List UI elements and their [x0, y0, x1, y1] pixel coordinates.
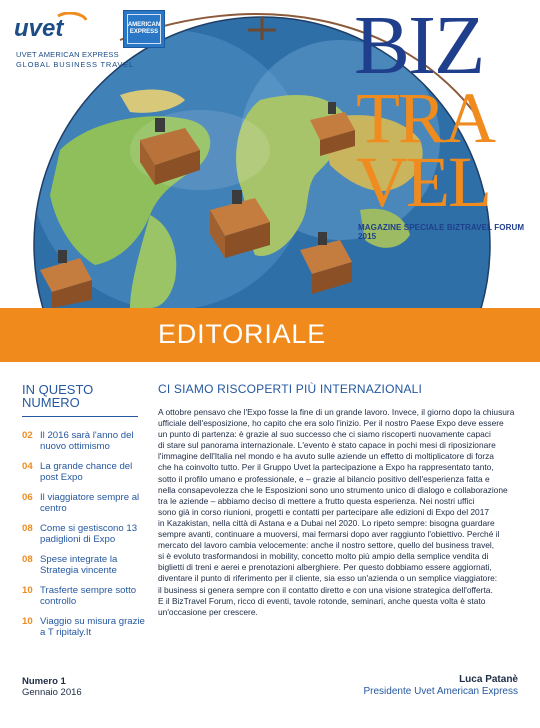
- section-title: EDITORIALE: [158, 319, 327, 349]
- toc-item-label: Spese integrate la Strategia vincente: [40, 554, 118, 576]
- article-headline: CI SIAMO RISCOPERTI PIÙ INTERNAZIONALI: [158, 382, 423, 396]
- uvet-logo-text: uvet: [14, 15, 64, 42]
- amex-logo: [123, 10, 165, 48]
- article-body: [158, 407, 528, 618]
- toc-item-label: Il 2016 sarà l'anno del nuovo ottimismo: [40, 430, 134, 452]
- table-of-contents: [22, 430, 146, 647]
- toc-item[interactable]: [22, 461, 146, 483]
- toc-item[interactable]: [22, 430, 146, 452]
- toc-page-number: 10: [22, 616, 33, 627]
- masthead-biz: BIZ: [354, 0, 484, 92]
- article-line: sono già in corso riunioni, progetti e contatti per partecipare alle edizioni di Expo del 2017: [158, 506, 490, 517]
- author-name: Luca Patanè: [459, 674, 518, 685]
- article-line: il business si genera sempre con il contatto diretto e con una visione strategica dell'offerta.: [158, 584, 493, 595]
- toc-heading-line1: IN QUESTO: [22, 382, 94, 397]
- article-line: E il BizTravel Forum, ricco di eventi, tavole rotonde, seminari, anche questa volta è stato: [158, 595, 486, 606]
- article-line: l'immagine dell'Italia nel mondo e ha avuto sulle aziende un effetto di moltiplicatore di forza: [158, 451, 494, 462]
- toc-page-number: 02: [22, 430, 33, 441]
- toc-heading-line2: NUMERO: [22, 395, 80, 410]
- toc-heading: [22, 383, 93, 409]
- toc-page-number: 08: [22, 523, 33, 534]
- toc-page-number: 06: [22, 492, 33, 503]
- article-line: ufficiale dell'esposizione, ho capito che era solo l'inizio. Per il nostro Paese Expo deve essere: [158, 418, 504, 429]
- toc-page-number: 04: [22, 461, 33, 472]
- toc-item-label: Viaggio su misura grazie a T ripitaly.It: [40, 616, 145, 638]
- toc-item-label: La grande chance del post Expo: [40, 461, 133, 483]
- toc-item-label: Come si gestiscono 13 padiglioni di Expo: [40, 523, 138, 545]
- brand-subtitle-1: UVET AMERICAN EXPRESS: [16, 50, 119, 59]
- article-line: in Kazakistan, nella città di Astana e a Dubai nel 2020. Lo ripeto sempre: bisogna guardare: [158, 517, 495, 528]
- article-line: mercato del lavoro cambia velocemente: anche il nostro settore, quello del business travel,: [158, 540, 495, 551]
- article-line: che ha coinvolto tutto. Per il Gruppo Uvet la partecipazione a Expo ha rappresentato tanto,: [158, 462, 494, 473]
- amex-logo-line1: AMERICAN: [127, 22, 161, 28]
- toc-item-label: Il viaggiatore sempre al centro: [40, 492, 140, 514]
- article-line: A ottobre pensavo che l'Expo fosse la fine di un grande lavoro. Invece, il giorno dopo la chiusura: [158, 407, 515, 417]
- toc-page-number: 10: [22, 585, 33, 596]
- article-line: tra le aziende – abbiamo deciso di mettere a frutto questa esperienza. Nei nostri uffici: [158, 495, 475, 506]
- article-line: un punto di partenza: è grazie al suo successo che ci siamo riscoperti nuovamente capaci: [158, 429, 491, 440]
- article-line: di stare sul panorama internazionale. L'evento è stato capace in pochi mesi di riposizionare: [158, 440, 496, 451]
- toc-item[interactable]: [22, 616, 146, 638]
- brand-subtitle-2: GLOBAL BUSINESS TRAVEL: [16, 60, 134, 69]
- issue-date: Gennaio 2016: [22, 687, 82, 698]
- article-line: un'occasione per crescere.: [158, 606, 258, 617]
- toc-item[interactable]: [22, 523, 146, 545]
- article-line: sotto il profilo umano e professionale, e – grazie al bilancio positivo dell'esperienza fatta e: [158, 473, 490, 484]
- article-line: nella consapevolezza che le Esposizioni sono uno strumento unico di dialogo e collaborazione: [158, 484, 508, 495]
- toc-item-label: Trasferte sempre sotto controllo: [40, 585, 137, 607]
- magazine-subtitle: MAGAZINE SPECIALE BIZTRAVEL FORUM 2015: [358, 223, 525, 241]
- toc-item[interactable]: [22, 492, 146, 514]
- amex-logo-line2: EXPRESS: [129, 29, 159, 35]
- toc-item[interactable]: [22, 585, 146, 607]
- issue-number: Numero 1: [22, 676, 66, 687]
- article-line: sempre avanti, continuare a muoversi, mai fermarsi dopo aver raggiunto l'obiettivo. Perché il: [158, 529, 500, 540]
- article-line: si è evoluto trasformandosi in mobility, concetto molto più ampio della semplice vendita di: [158, 551, 489, 562]
- masthead-tra: TRA: [356, 78, 494, 158]
- author-role: Presidente Uvet American Express: [363, 686, 518, 697]
- masthead-vel: VEL: [356, 142, 490, 222]
- article-line: biglietti di treni e aerei e prenotazioni alberghiere. Per questo dobbiamo essere aggiornati,: [158, 562, 492, 573]
- article-line: diventare il punto di riferimento per il cliente, sia esso un'azienda o un semplice viaggiatore:: [158, 573, 498, 584]
- toc-item[interactable]: [22, 554, 146, 576]
- uvet-logo: [14, 12, 88, 42]
- toc-page-number: 08: [22, 554, 33, 565]
- toc-divider: [22, 416, 138, 417]
